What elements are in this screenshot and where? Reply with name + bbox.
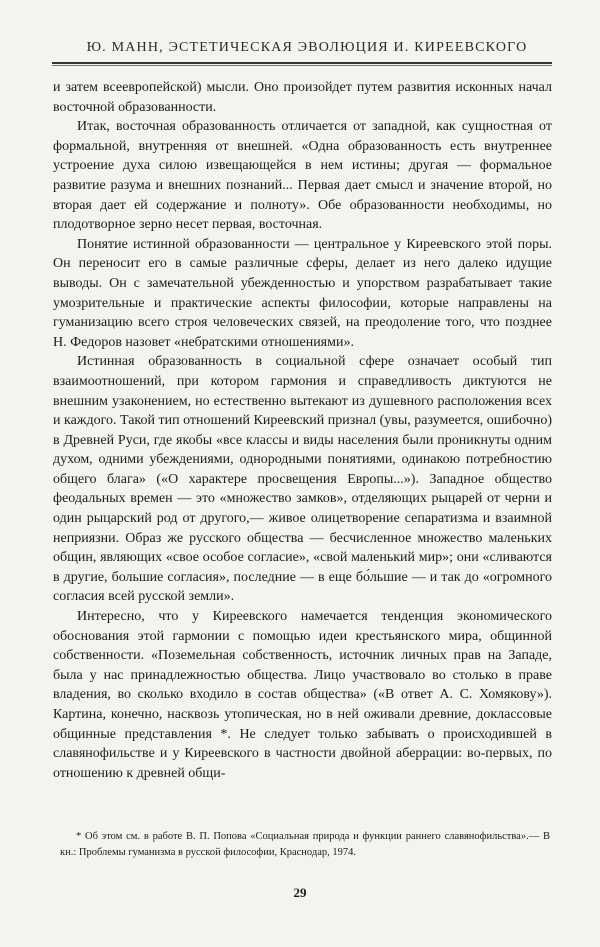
header-rule: [52, 62, 552, 64]
running-header: Ю. МАНН, ЭСТЕТИЧЕСКАЯ ЭВОЛЮЦИЯ И. КИРЕЕВСКОГО: [86, 40, 528, 55]
paragraph-5: Интересно, что у Киреевского намечается тенденция экономического обоснования этой гармонии с помощью идеи крестьянского мира, общинной собственности. «Поземельная собственность, источник личных прав на Западе, была у нас принадлежностью общества. Лицо участвовало во столько в праве владения, во сколько входило в состав общества» («В ответ А. С. Хомякову»). Картина, конечно, насквозь утопическая, но в ней оживали древние, доклассовые общинные представления *. Не следует только забывать о происходившей в славянофильстве и у Киреевского в частности двойной аберрации: во-первых, по отношению к древней общи-: [53, 609, 552, 781]
paragraph-2: Итак, восточная образованность отличается от западной, как сущностная от формальной, внутренняя от внешней. «Одна образованность есть внутреннее устроение духа силою извещающейся в нем истины; другая — формальное развитие разума и внешних познаний... Первая дает смысл и значение второй, но вторая дает ей содержание и полноту». Обе образованности необходимы, но плодотворное зерно несет первая, восточная.: [53, 119, 552, 233]
main-text: [53, 78, 552, 783]
paragraph-4: Истинная образованность в социальной сфере означает особый тип взаимоотношений, при котором гармония и справедливость диктуются не внешним узаконением, но естественно вытекают из душевного расположения всех и каждого. Такой тип отношений Киреевский признал (увы, разумеется, ошибочно) в Древней Руси, где якобы «все классы и виды населения были проникнуты одним духом, одними убеждениями, однородными понятиями, одинакою потребностию общего блага» («О характере просвещения Европы...»). Западное общество феодальных времен — это «множество замков», отделяющих рыцарей от черни и один рыцарский род от другого,— живое олицетворение сепаратизма и взаимной неприязни. Образ же русского общества — бесчисленное множество маленьких общин, являющих «свое особое согласие», «свой маленький мир»; они «сливаются в другие, большие согласия», последние — в еще бо́льшие — и так до «огромного согласия всей русской земли».: [53, 354, 553, 605]
footnote: * Об этом см. в работе В. П. Попова «Социальная природа и функции раннего славянофильства».— В кн.: Проблемы гуманизма в русской философии, Краснодар, 1974.: [60, 831, 550, 858]
paragraph-1: и затем всеевропейской) мысли. Оно произойдет путем развития исконных начал восточной образованности.: [53, 80, 552, 115]
paragraph-3: Понятие истинной образованности — центральное у Киреевского этой поры. Он переносит его в самые различные сферы, делает из него далеко идущие выводы. Он с замечательной убежденностью и упорством разрабатывает такие умозрительные и практические аспекты философии, которые направлены на гуманизацию всего строя человеческих связей, на преодоление того, что позднее Н. Федоров назовет «небратскими отношениями».: [53, 236, 552, 350]
footnotes: [60, 829, 550, 861]
header-rule-thin: [52, 65, 552, 66]
page-number: 29: [293, 885, 307, 900]
